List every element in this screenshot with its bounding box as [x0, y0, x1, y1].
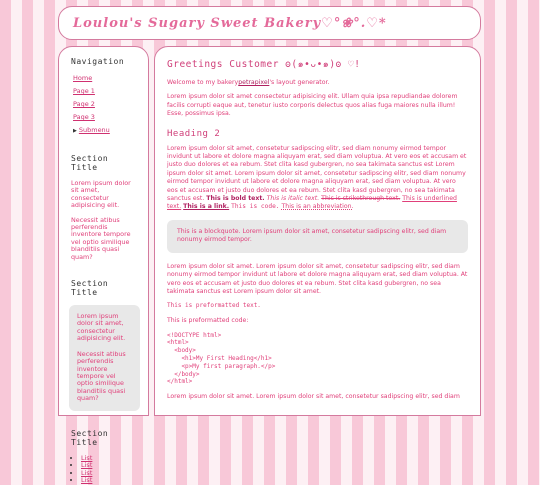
heading-2: Heading 2: [167, 128, 221, 139]
section-title-2: Section Title: [71, 279, 109, 298]
nav-item-page-3[interactable]: [71, 113, 138, 121]
intro-after: 's layout generator.: [269, 79, 330, 86]
nav-link-page-1[interactable]: Page 1: [73, 87, 95, 95]
site-title: Loulou's Sugary Sweet Bakery♡°❀°.♡*: [73, 15, 387, 31]
section-title-1: Section Title: [71, 154, 109, 172]
italic-text: This is italic text.: [266, 195, 320, 203]
intro-text: [167, 79, 468, 87]
list-item-link[interactable]: List: [81, 461, 93, 470]
blockquote-text: This is a blockquote. Lorem ipsum dolor sit amet, consetetur sadipscing elitr, sed diam nonumy eirmod tempor.: [177, 227, 447, 244]
nav-item-home[interactable]: [71, 74, 138, 82]
navigation-heading: Navigation: [71, 57, 125, 66]
abbr-text: This is an abbreviation.: [281, 203, 354, 211]
petrapixel-link[interactable]: petrapixel: [238, 79, 270, 86]
preformatted-label: This is preformatted code:: [167, 317, 249, 325]
sidebar: [58, 46, 149, 485]
section-2-text-1: Lorem ipsum dolor sit amet, consectetur adipisicing elit.: [77, 312, 126, 343]
section-1-text-1: Lorem ipsum dolor sit amet, consectetur adipisicing elit.: [71, 179, 131, 210]
list-item[interactable]: [81, 477, 138, 485]
sample-link[interactable]: This is a link.: [183, 203, 230, 211]
list-item-link[interactable]: List: [81, 476, 93, 485]
paragraph-2-text: Lorem ipsum dolor sit amet, consetetur sadipscing elitr, sed diam nonumy eirmod tempor invidunt ut labore et dolore magna aliquyam erat, sed diam voluptua. At vero eos et accusam et justo duo dolores et ea rebum. Stet clita kasd gubergren, no sea takimata sanctus est Lorem ipsum dolor sit amet. Lorem ipsum dolor sit amet, consetetur sadipscing elitr, sed diam nonumy eirmod tempor invidunt ut labore et dolore magna aliquyam erat, sed diam voluptua. At vero eos et accusam et justo duo dolores et ea rebum. Stet clita kasd gubergren, no sea takimata sanctus est.: [167, 144, 467, 203]
nav-link-submenu[interactable]: ▶ Submenu: [73, 126, 110, 134]
paragraph-4: Lorem ipsum dolor sit amet. Lorem ipsum dolor sit amet, consetetur sadipscing elitr, sed diam: [167, 393, 460, 401]
paragraph-1: Lorem ipsum dolor sit amet consectetur adipisicing elit. Ullam quia ipsa repudiandae dolorem facilis corrupti eaque aut, tenetur iusto corporis delectus quos alias fuga maiores nulla illum! Esse, possimus ipsa.: [167, 93, 458, 118]
section-2-text-2: Necessit atibus perferendis inventore tempore vel optio similique blanditiis quasi quam?: [77, 349, 126, 403]
section-3-list: [71, 455, 138, 485]
nav-item-page-1[interactable]: [71, 87, 138, 95]
section-1-text-2: Necessit atibus perferendis inventore tempore vel optio similique blanditiis quasi quam?: [71, 215, 131, 261]
preformatted-code: <!DOCTYPE html> <html> <body> <h1>My First Heading</h1> <p>My first paragraph.</p> </body> </html>: [167, 331, 276, 386]
site-header: [58, 6, 481, 40]
nav-link-home[interactable]: Home: [73, 74, 93, 82]
strike-text: This is strikethrough text.: [321, 195, 401, 203]
section-2-box: [69, 305, 140, 410]
nav-link-page-2[interactable]: Page 2: [73, 100, 95, 108]
section-title-3: Section Title: [71, 428, 109, 447]
list-item-link[interactable]: List: [81, 468, 93, 477]
code-text: This is code.: [231, 203, 280, 211]
bold-text: This is bold text.: [206, 195, 265, 203]
paragraph-3: Lorem ipsum dolor sit amet. Lorem ipsum dolor sit amet, consetetur sadipscing elitr, sed diam nonumy eirmod tempor invidunt ut labore et dolore magna aliquyam erat, sed diam voluptua. At vero eos et accusam et justo duo dolores et ea rebum. Stet clita kasd gubergren, no sea takimata sanctus est Lorem ipsum dolor sit amet.: [167, 262, 468, 295]
nav-item-submenu[interactable]: [71, 126, 138, 134]
underline-text: This is underlined text.: [167, 195, 457, 211]
main-content: [154, 46, 481, 416]
page-heading: Greetings Customer ʘ(๑•ᴗ•๑)ʘ ♡!: [167, 59, 361, 70]
nav-item-page-2[interactable]: [71, 100, 138, 108]
nav-list: [71, 74, 138, 134]
blockquote: [167, 220, 468, 253]
preformatted-text: This is preformatted text.: [167, 302, 261, 310]
intro-before: Welcome to my bakery: [167, 79, 239, 86]
nav-link-page-3[interactable]: Page 3: [73, 113, 95, 121]
paragraph-2: [167, 145, 468, 212]
list-item-link[interactable]: List: [81, 453, 93, 462]
